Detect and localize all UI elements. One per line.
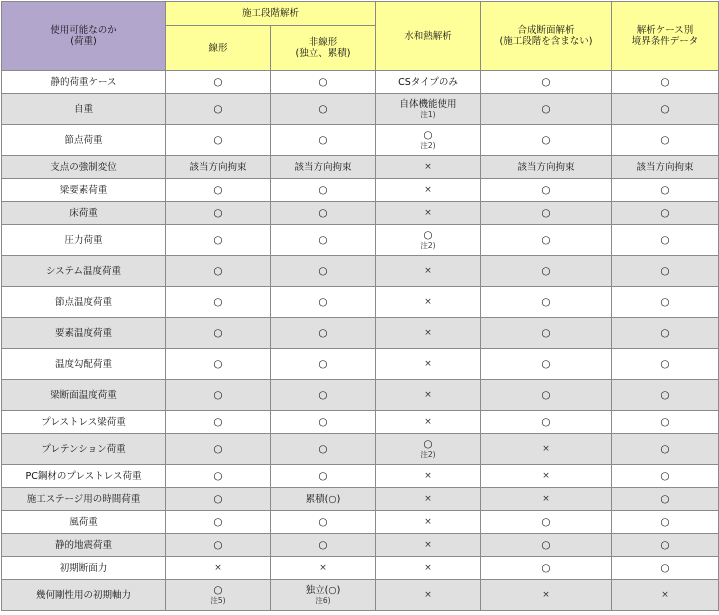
cell-value: ○ [660,133,670,146]
table-cell [612,287,719,318]
table-cell [166,380,271,411]
cell-value: × [661,589,669,600]
cell-value: ○ [213,326,223,339]
cell-value: ○ [318,233,328,246]
table-body [2,71,719,611]
table-cell [376,179,481,202]
cell-value: × [424,296,432,307]
table-cell [376,411,481,434]
corner-header: 使用可能なのか (荷重) [2,2,166,71]
table-cell [376,156,481,179]
cell-note: 注2) [420,141,436,150]
cell-value: × [424,207,432,218]
table-cell [376,125,481,156]
cell-value: ○ [318,326,328,339]
row-label: 梁要素荷重 [2,179,166,202]
cell-value: × [424,161,432,172]
table-row [2,511,719,534]
table-cell [166,349,271,380]
table-cell [612,434,719,465]
cell-note: 注5) [210,596,226,605]
table-cell [481,511,612,534]
row-label: システム温度荷重 [2,256,166,287]
cell-value: ○ [423,129,433,141]
table-row [2,225,719,256]
cell-value: × [542,443,550,454]
cell-value: ○ [541,326,551,339]
table-cell [612,156,719,179]
table-row [2,94,719,125]
cell-value: ○ [213,183,223,196]
load-compatibility-table [1,1,719,611]
cell-value: × [424,589,432,600]
row-label: 床荷重 [2,202,166,225]
cell-value: 累積(○) [305,493,341,505]
table-cell [376,349,481,380]
table-cell [481,156,612,179]
cell-value: ○ [213,469,223,482]
table-row [2,534,719,557]
cell-value: ○ [660,415,670,428]
cell-value: ○ [541,183,551,196]
cell-value: 該当方向拘束 [294,161,352,173]
table-row [2,488,719,511]
table-cell [481,225,612,256]
cell-value: ○ [213,584,223,596]
table-cell [271,380,376,411]
table-cell [612,557,719,580]
cell-value: ○ [318,515,328,528]
cell-value: × [424,516,432,527]
table-cell [376,225,481,256]
cell-value: ○ [213,388,223,401]
table-row [2,411,719,434]
table-cell [376,202,481,225]
table-cell [376,287,481,318]
cell-value: × [424,470,432,481]
table-cell [481,411,612,434]
cell-value: ○ [318,357,328,370]
table-cell [612,488,719,511]
table-row [2,580,719,611]
cell-value: ○ [541,233,551,246]
cell-value: ○ [660,538,670,551]
table-cell [481,179,612,202]
table-row [2,380,719,411]
cell-value: ○ [318,133,328,146]
cell-value: ○ [660,295,670,308]
cell-value: × [424,265,432,276]
table-cell [166,256,271,287]
linear-header: 線形 [166,26,271,71]
cell-value: ○ [660,75,670,88]
table-cell [271,465,376,488]
cell-value: ○ [660,206,670,219]
table-cell [376,434,481,465]
table-cell [481,256,612,287]
table-cell [271,557,376,580]
table-row [2,465,719,488]
table-cell [481,580,612,611]
row-label: 施工ステージ用の時間荷重 [2,488,166,511]
cell-value: ○ [213,295,223,308]
cell-value: ○ [213,264,223,277]
table-cell [376,380,481,411]
table-cell [271,71,376,94]
table-cell [376,511,481,534]
cell-value: 該当方向拘束 [517,161,575,173]
cell-value: ○ [541,415,551,428]
construction-stage-header: 施工段階解析 [166,2,376,26]
cell-value: ○ [318,183,328,196]
table-cell [271,411,376,434]
cell-value: ○ [423,438,433,450]
cell-value: ○ [541,264,551,277]
cell-value: ○ [213,75,223,88]
table-cell [271,511,376,534]
table-row [2,256,719,287]
cell-value: ○ [660,233,670,246]
row-label: 支点の強制変位 [2,156,166,179]
table-cell [612,465,719,488]
cell-value: ○ [318,538,328,551]
cell-value: ○ [541,75,551,88]
cell-value: ○ [213,133,223,146]
cell-value: ○ [318,264,328,277]
table-cell [376,318,481,349]
cell-value: ○ [213,357,223,370]
table-cell [481,380,612,411]
cell-value: 自体機能使用 [399,99,457,110]
table-cell [481,125,612,156]
row-label: 要素温度荷重 [2,318,166,349]
cell-value: ○ [660,469,670,482]
cell-value: × [542,589,550,600]
cell-value: ○ [213,442,223,455]
table-cell [481,465,612,488]
cell-value: ○ [318,415,328,428]
row-label: 初期断面力 [2,557,166,580]
table-cell [612,580,719,611]
table-row [2,287,719,318]
table-cell [481,202,612,225]
table-cell [376,465,481,488]
cell-value: × [424,416,432,427]
table-row [2,71,719,94]
row-label: 梁断面温度荷重 [2,380,166,411]
table-cell [271,434,376,465]
row-label: PC鋼材のプレストレス荷重 [2,465,166,488]
cell-value: × [542,493,550,504]
table-cell [166,511,271,534]
table-row [2,202,719,225]
cell-note: 注2) [420,241,436,250]
table-cell [612,225,719,256]
table-cell [376,71,481,94]
table-cell [376,557,481,580]
table-row [2,318,719,349]
cell-value: ○ [660,388,670,401]
cell-value: × [424,562,432,573]
cell-value: ○ [318,442,328,455]
cell-note: 注2) [420,450,436,459]
row-label: 節点温度荷重 [2,287,166,318]
table-cell [612,349,719,380]
table-cell [271,580,376,611]
table-cell [166,202,271,225]
table-cell [612,411,719,434]
cell-value: ○ [213,233,223,246]
table-cell [481,71,612,94]
table-cell [166,318,271,349]
cell-value: ○ [660,492,670,505]
cell-value: ○ [318,102,328,115]
cell-value: 該当方向拘束 [189,161,247,173]
table-cell [166,125,271,156]
cell-value: ○ [541,206,551,219]
table-cell [612,380,719,411]
table-cell [612,511,719,534]
cell-note: 注6) [315,596,331,605]
cell-value: ○ [541,515,551,528]
table-header [2,2,719,71]
table-cell [271,202,376,225]
cell-value: ○ [213,102,223,115]
row-label: プレストレス梁荷重 [2,411,166,434]
table-cell [271,156,376,179]
table-cell [376,580,481,611]
cell-value: ○ [541,102,551,115]
cell-value: ○ [213,415,223,428]
row-label: 温度勾配荷重 [2,349,166,380]
table-cell [271,179,376,202]
table-cell [166,287,271,318]
table-cell [481,287,612,318]
cell-value: ○ [541,388,551,401]
table-cell [481,94,612,125]
table-cell [166,71,271,94]
table-cell [612,125,719,156]
cell-note: 注1) [420,110,436,119]
cell-value: ○ [660,326,670,339]
cell-value: × [319,562,327,573]
table-cell [166,580,271,611]
cell-value: CSタイプのみ [398,76,458,88]
table-cell [481,318,612,349]
cell-value: ○ [660,183,670,196]
row-label: 幾何剛性用の初期軸力 [2,580,166,611]
table-row [2,557,719,580]
row-label: 静的地震荷重 [2,534,166,557]
cell-value: ○ [660,357,670,370]
cell-value: ○ [318,388,328,401]
table-row [2,349,719,380]
cell-value: × [214,562,222,573]
table-cell [612,534,719,557]
table-cell [376,534,481,557]
table-cell [166,434,271,465]
table-cell [166,534,271,557]
cell-value: × [424,184,432,195]
table-row [2,434,719,465]
table-cell [166,179,271,202]
cell-value: ○ [423,229,433,241]
cell-value: × [424,358,432,369]
table-cell [166,488,271,511]
cell-value: ○ [318,206,328,219]
composite-section-header: 合成断面解析 (施工段階を含まない) [481,2,612,71]
cell-value: ○ [660,561,670,574]
table-cell [166,94,271,125]
cell-value: ○ [541,561,551,574]
cell-value: ○ [318,295,328,308]
table-cell [612,179,719,202]
table-cell [271,256,376,287]
cell-value: ○ [660,102,670,115]
row-label: プレテンション荷重 [2,434,166,465]
table-cell [166,465,271,488]
cell-value: × [424,327,432,338]
table-cell [271,488,376,511]
cell-value: 独立(○) [305,585,341,596]
table-cell [271,287,376,318]
table-cell [481,557,612,580]
cell-value: ○ [660,264,670,277]
cell-value: ○ [318,75,328,88]
cell-value: × [542,470,550,481]
table-cell [612,318,719,349]
table-cell [376,256,481,287]
row-label: 節点荷重 [2,125,166,156]
row-label: 圧力荷重 [2,225,166,256]
table-row [2,179,719,202]
table-cell [166,411,271,434]
table-cell [481,349,612,380]
table-cell [271,349,376,380]
table-cell [481,534,612,557]
table-cell [271,225,376,256]
cell-value: ○ [213,515,223,528]
cell-value: ○ [541,133,551,146]
row-label: 静的荷重ケース [2,71,166,94]
cell-value: ○ [213,206,223,219]
table-cell [271,318,376,349]
table-cell [271,534,376,557]
table-cell [481,434,612,465]
cell-value: × [424,389,432,400]
cell-value: ○ [541,538,551,551]
row-label: 自重 [2,94,166,125]
table-cell [612,202,719,225]
cell-value: ○ [660,515,670,528]
table-cell [612,94,719,125]
table-row [2,156,719,179]
table-cell [612,71,719,94]
table-cell [376,488,481,511]
nonlinear-header: 非線形 (独立、累積) [271,26,376,71]
cell-value: ○ [541,357,551,370]
cell-value: ○ [660,442,670,455]
cell-value: ○ [213,538,223,551]
row-label: 風荷重 [2,511,166,534]
cell-value: ○ [318,469,328,482]
table-cell [481,488,612,511]
boundary-condition-header: 解析ケース別 境界条件データ [612,2,719,71]
table-cell [166,225,271,256]
cell-value: 該当方向拘束 [636,161,694,173]
cell-value: ○ [541,295,551,308]
table-cell [166,557,271,580]
table-cell [166,156,271,179]
hydration-header: 水和熱解析 [376,2,481,71]
table-cell [271,94,376,125]
table-cell [271,125,376,156]
cell-value: × [424,539,432,550]
cell-value: × [424,493,432,504]
table-row [2,125,719,156]
table-cell [376,94,481,125]
table-cell [612,256,719,287]
cell-value: ○ [213,492,223,505]
